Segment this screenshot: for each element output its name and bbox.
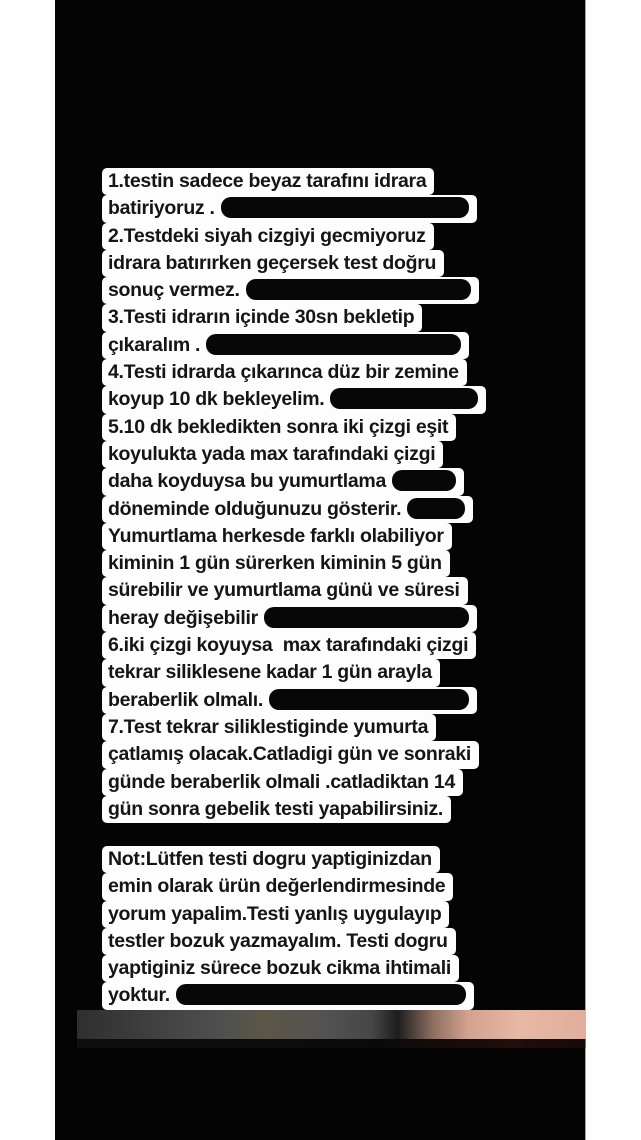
text-chip: gün sonra gebelik testi yapabilirsiniz.: [102, 796, 451, 823]
redaction-bar: [246, 279, 471, 300]
story-line: [102, 632, 486, 659]
story-line: [102, 359, 486, 386]
text-chip: 3.Testi idrarın içinde 30sn bekletip: [102, 304, 422, 331]
text-chip: yoktur.: [102, 982, 474, 1009]
story-line: [102, 687, 486, 714]
redaction-bar: [206, 334, 461, 355]
text-chip: 2.Testdeki siyah cizgiyi gecmiyoruz: [102, 223, 434, 250]
text-chip: yorum yapalim.Testi yanlış uygulayıp: [102, 901, 449, 928]
video-strip-fade: [77, 1039, 586, 1048]
text-chip: 7.Test tekrar siliklestiginde yumurta: [102, 714, 436, 741]
text-chip: 1.testin sadece beyaz tarafını idrara: [102, 168, 434, 195]
story-line: [102, 955, 474, 982]
story-line: [102, 332, 486, 359]
story-line: [102, 277, 486, 304]
story-line: [102, 414, 486, 441]
story-line: [102, 741, 486, 768]
story-line: [102, 250, 486, 277]
story-line: [102, 496, 486, 523]
story-line: [102, 550, 486, 577]
story-line: [102, 441, 486, 468]
story-line: [102, 605, 486, 632]
text-chip: batiriyoruz .: [102, 195, 477, 222]
text-chip: heray değişebilir: [102, 605, 477, 632]
text-chip: döneminde olduğunuzu gösterir.: [102, 496, 473, 523]
text-chip: Not:Lütfen testi dogru yaptiginizdan: [102, 846, 440, 873]
text-chip: kiminin 1 gün sürerken kiminin 5 gün: [102, 550, 450, 577]
text-chip: idrara batırırken geçersek test doğru: [102, 250, 444, 277]
story-line: [102, 195, 486, 222]
text-chip: günde beraberlik olmali .catladiktan 14: [102, 769, 463, 796]
text-chip: 6.iki çizgi koyuysa max tarafındaki çizgi: [102, 632, 476, 659]
story-line: [102, 223, 486, 250]
redaction-bar: [407, 498, 465, 519]
story-line: [102, 577, 486, 604]
redaction-bar: [269, 689, 469, 710]
text-chip: beraberlik olmalı.: [102, 687, 477, 714]
redaction-bar: [176, 984, 466, 1005]
note-text-block: [102, 846, 474, 1010]
text-chip: çıkaralım .: [102, 332, 469, 359]
story-line: [102, 386, 486, 413]
story-background: [55, 0, 586, 1140]
instructions-text-block: [102, 168, 486, 823]
story-line: [102, 846, 474, 873]
story-line: [102, 901, 474, 928]
text-chip: yaptiginiz sürece bozuk cikma ihtimali: [102, 955, 459, 982]
story-line: [102, 523, 486, 550]
video-preview-strip: [77, 1010, 586, 1039]
story-line: [102, 928, 474, 955]
story-line: [102, 769, 486, 796]
text-chip: sonuç vermez.: [102, 277, 479, 304]
text-chip: testler bozuk yazmayalım. Testi dogru: [102, 928, 456, 955]
story-line: [102, 304, 486, 331]
story-line: [102, 982, 474, 1009]
text-chip: sürebilir ve yumurtlama günü ve süresi: [102, 577, 468, 604]
text-chip: Yumurtlama herkesde farklı olabiliyor: [102, 523, 452, 550]
redaction-bar: [221, 197, 469, 218]
text-chip: emin olarak ürün değerlendirmesinde: [102, 873, 453, 900]
story-line: [102, 659, 486, 686]
story-line: [102, 714, 486, 741]
text-chip: daha koyduysa bu yumurtlama: [102, 468, 464, 495]
story-line: [102, 796, 486, 823]
redaction-bar: [392, 470, 456, 491]
text-chip: tekrar siliklesene kadar 1 gün arayla: [102, 659, 440, 686]
text-chip: 4.Testi idrarda çıkarınca düz bir zemine: [102, 359, 467, 386]
text-chip: çatlamış olacak.Catladigi gün ve sonraki: [102, 741, 479, 768]
text-chip: 5.10 dk bekledikten sonra iki çizgi eşit: [102, 414, 456, 441]
story-line: [102, 873, 474, 900]
text-chip: koyup 10 dk bekleyelim.: [102, 386, 486, 413]
text-chip: koyulukta yada max tarafındaki çizgi: [102, 441, 443, 468]
redaction-bar: [264, 607, 469, 628]
story-line: [102, 168, 486, 195]
story-line: [102, 468, 486, 495]
redaction-bar: [330, 388, 478, 409]
